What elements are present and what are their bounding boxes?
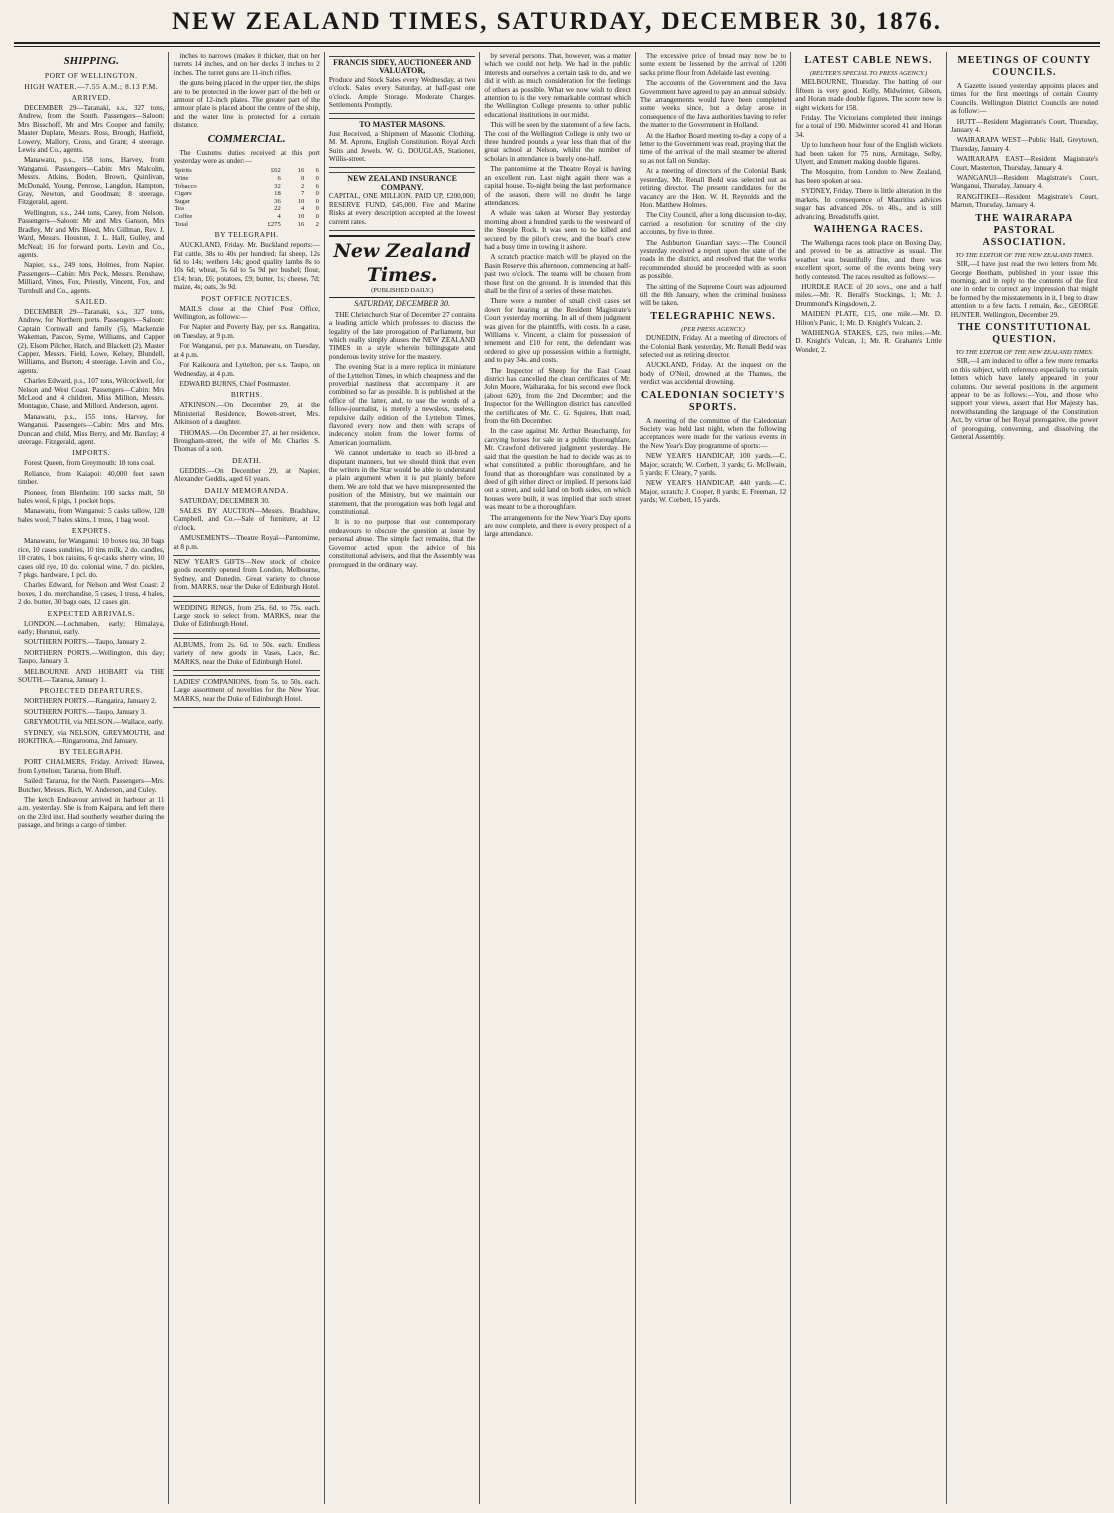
- section-heading: MEETINGS OF COUNTY COUNCILS.: [957, 55, 1092, 78]
- column-shipping: [14, 52, 169, 1504]
- column-councils: [947, 52, 1102, 1504]
- paragraph: SALES BY AUCTION—Messrs. Bradshaw, Campbell, and Co.—Sale of furniture, at 12 o'clock.: [173, 506, 320, 532]
- paragraph: For Napier and Poverty Bay, per s.s. Rangatira, on Tuesday, at 9 p.m.: [173, 323, 320, 340]
- paragraph: GREYMOUTH, via NELSON.—Wallace, early.: [24, 718, 164, 727]
- table-row: [173, 167, 319, 175]
- table-cell: Wine: [174, 175, 189, 183]
- paragraph: A Gazette issued yesterday appoints places and times for the first meetings of certain County Councils. Wellington District Councils are noted as follow:—: [950, 82, 1099, 116]
- table-cell: Spirits: [174, 167, 192, 175]
- paragraph: SIR,—I am induced to offer a few more remarks on this subject, with reference especially to certain letters which have lately appeared in your columns. Our several positions in the argument appear to be as follows:—You, and those who support your views, assert that Her Majesty has, notwithstanding the language of the Constitution Act, by virtue of her Royal prerogative, the power of proroguing, convening, and dissolving the General Assembly.: [950, 357, 1099, 441]
- sub-heading: (PER PRESS AGENCY.): [681, 325, 745, 333]
- paragraph: The City Council, after a long discussion to-day, carried a resolution for scrutiny of the city accounts, by five to three.: [639, 211, 787, 237]
- paragraph: THOMAS.—On December 27, at her residence, Brougham-street, the wife of Mr. Charles S. Thomas of a son.: [173, 428, 320, 454]
- table-row: [173, 221, 319, 229]
- sub-heading: ARRIVED.: [71, 93, 111, 102]
- table-row: [173, 183, 319, 191]
- paragraph: RANGITIKEI—Resident Magistrate's Court, Marton, Thursday, January 4.: [950, 192, 1099, 210]
- table-cell: 0: [315, 190, 319, 198]
- table-cell: 36: [274, 197, 281, 205]
- paragraph: A meeting of the committee of the Caledonian Society was held last night, when the following acceptances were made for the various events in the New Year's Day programme of sports:—: [639, 416, 787, 450]
- paragraph: Manawatu, p.s., 155 tons, Harvey, for Wanganui. Passengers—Cabin: Mrs and Mrs. Duncan and child, Miss Berry, and Mr. Barclay; 4 steerage. Fitzgerald, agent.: [18, 412, 165, 447]
- section-heading: COMMERCIAL.: [207, 132, 286, 145]
- table-row: [173, 198, 319, 206]
- paragraph: WAIHENGA STAKES, £25, two miles.—Mr. D. Knight's Vulcan, 1; Mr. R. Graham's Little Wonder, 2.: [795, 328, 942, 354]
- paragraph: For Wanganui, per p.s. Manawatu, on Tuesday, at 4 p.m.: [173, 342, 320, 359]
- masthead: [0, 8, 1114, 36]
- paragraph: Wellington, s.s., 244 tons, Carey, from Nelson. Passengers—Saloon: Mr and Mrs Ganson, Mrs Bradley, Mr and Mrs Bleed, Mrs Gillman, Rev. J. Ward, Messrs. Houston, J. L. Hall, Gulley, and McNeal; 16 for forward ports. Levin and Co., agents.: [18, 208, 165, 259]
- advertisement: [329, 172, 475, 230]
- paragraph: WAIRARAPA WEST—Public Hall, Greytown, Thursday, January 4.: [950, 136, 1099, 153]
- paragraph: The accounts of the Government and the Java Government have agreed to pay an annual subsidy. The arrangements would have been completed some weeks since, but a delay arose in consequence of the Java authorities having to refer the matter to the Government in Holland.: [639, 79, 787, 130]
- ad-text: NEW YEAR'S GIFTS—New stock of choice goods recently opened from London, Melbourne, Sydney, and Dunedin. Great variety to choose from. MARKS, near the Duke of Edinburgh Hotel.: [173, 558, 320, 592]
- section-heading: THE WAIRARAPA PASTORAL ASSOCIATION.: [975, 212, 1074, 248]
- paragraph: WANGANUI—Resident Magistrate's Court, Wanganui, Thursday, January 4.: [950, 174, 1099, 191]
- sub-heading: POST OFFICE NOTICES.: [201, 293, 293, 303]
- paragraph: SOUTHERN PORTS.—Taupo, January 2.: [24, 638, 147, 647]
- paragraph: SATURDAY, DECEMBER 30.: [179, 496, 270, 505]
- paragraph: WAIRARAPA EAST—Resident Magistrate's Court, Masterton, Thursday, January 4.: [950, 155, 1099, 172]
- paragraph: Charles Edward, for Nelson and West Coast: 2 boxes, 1 do. merchandise, 5 cases, 1 truss, 4 bales, 2 do. butter, 30 bags oats, 12 cases gin.: [18, 581, 165, 607]
- paragraph: The sitting of the Supreme Court was adjourned till the 8th January, when the criminal business will be taken.: [639, 282, 787, 308]
- paragraph: The ketch Endeavour arrived in harbour at 11 a.m. yesterday. She is from Kaipara, and left there on the 23rd inst. Had southerly weather during the passage, and brings a cargo of timber.: [18, 796, 165, 830]
- table-cell: 10: [297, 197, 305, 205]
- table-cell: 32: [274, 182, 281, 190]
- sub-heading: PORT OF WELLINGTON.: [44, 71, 138, 80]
- paragraph: PORT CHALMERS, Friday. Arrived: Hawea, from Lyttelton; Tararua, from Bluff.: [18, 758, 165, 775]
- paragraph: HURDLE RACE of 20 sovs., one and a half miles.—Mr. R. Berall's Stockings, 1; Mr. J. Drummond's Kingsdown, 2.: [795, 282, 942, 308]
- ad-text: Just Received, a Shipment of Masonic Clothing. M. M. Aprons, English Constitution. Royal Arch Suits and Jewels. W. G. DOUGLAS, Stationer, Willis-street.: [328, 129, 476, 164]
- paragraph: We cannot undertake to teach so ill-bred a disputant manners, but we should think that even the writers in the Star would be able to understand a plain argument when it is put plainly before them. We are told that we have misrepresented the position of the Ministry, but we maintain our statement, that the prorogation was both legal and constitutional.: [328, 449, 476, 517]
- table-row: [173, 175, 319, 183]
- sub-heading: TO THE EDITOR OF THE NEW ZEALAND TIMES.: [955, 348, 1094, 356]
- paragraph: DECEMBER 29—Taranaki, s.s., 327 tons, Andrew, from the South. Passengers—Saloon: Mrs Bisschoff, Mr and Mrs Cooper and family, Master Duplate, Messrs. Ross, Brough, Hatfield, Lowery, Mallory, Cross, and Grant; 4 steerage. Lewis and Co., agents.: [18, 104, 165, 155]
- table-cell: Sugar: [174, 197, 190, 205]
- paragraph: There were a number of small civil cases set down for hearing at the Resident Magistrate's Court yesterday morning. In all of them judgment was given for the plaintiffs, with costs. In a case, Williams v. Vincent, a claim for possession of tenement and £10 for rent, the defendant was ordered to give up possession within a fortnight, and to pay 34s. and costs.: [484, 297, 631, 365]
- section-heading: WAIHENGA RACES.: [813, 223, 924, 235]
- sub-heading: BY TELEGRAPH.: [59, 747, 124, 757]
- column-editorial: [325, 52, 480, 1504]
- table-cell: 16: [297, 220, 305, 228]
- advertisement: [173, 638, 319, 671]
- ad-text: WEDDING RINGS, from 25s. 6d. to 75s. each. Large stock to select from. MARKS, near the Duke of Edinburgh Hotel.: [173, 603, 320, 629]
- section-heading: TELEGRAPHIC NEWS.: [650, 310, 776, 322]
- paragraph: SOUTHERN PORTS.—Taupo, January 3.: [24, 707, 147, 716]
- ad-text: LADIES' COMPANIONS, from 5s. to 50s. each. Large assortment of novelties for the New Year. MARKS, near the Duke of Edinburgh Hotel.: [173, 678, 320, 703]
- section-heading: CALEDONIAN SOCIETY'S SPORTS.: [640, 389, 786, 413]
- ad-text: ALBUMS, from 2s. 6d. to 50s. each. Endless variety of new goods in Vases, Lace, &c. MARKS, near the Duke of Edinburgh Hotel.: [173, 640, 320, 666]
- paragraph: GEDDIS.—On December 29, at Napier, Alexander Geddis, aged 61 years.: [173, 466, 320, 484]
- paragraph: The Inspector of Sheep for the East Coast district has cancelled the clean certificates of Mr. John Moore, Waiharaka, for his second ewe flock (about 620), from the 2nd December; and the Inspector for the Wellington district has cancelled the certificates of Mr. C. G. Squires, Hutt road, from the 6th December.: [484, 366, 631, 426]
- table-cell: 6: [315, 167, 319, 175]
- paragraph: AMUSEMENTS—Theatre Royal—Pantomime, at 8 p.m.: [173, 534, 320, 551]
- masthead-rule-thin: [14, 46, 1100, 47]
- table-cell: 10: [297, 213, 305, 221]
- paragraph: A scratch practice match will be played on the Basin Reserve this afternoon, commencing at half-past two o'clock. The teams will be chosen from those first on the ground. It is intended that this shall be the first of a series of these matches.: [484, 253, 631, 295]
- paragraph: Napier, s.s., 249 tons, Holmes, from Napier. Passengers—Cabin: Mrs Peck, Messrs. Renshaw, Milliard, Vines, Fox, Priestly, Vincent, Fox, and Turnbull and Co., agents.: [18, 261, 165, 295]
- advertisement: [173, 675, 319, 708]
- paragraph: The Waihenga races took place on Boxing Day, and proved to be as attractive as usual. The weather was beautifully fine, and there was excellent sport, some of the events being very hotly contested. The races resulted as follows:—: [795, 238, 942, 281]
- paragraph: MELBOURNE AND HOBART via THE SOUTH.—Tararua, January 1.: [18, 667, 165, 684]
- paragraph: The pantomime at the Theatre Royal is having an excellent run. Last night again there was a capital house. To-night being the last performance of the season, there will no doubt be large attendances.: [484, 165, 631, 207]
- section-heading: THE CONSTITUTIONAL QUESTION.: [957, 321, 1092, 345]
- paragraph: THE Christchurch Star of December 27 contains a leading article which professes to discuss the legality of the late prorogation of Parliament, but which really simply abuses the NEW ZEALAND TIMES in a style wherein billingsgate and ponderous levity strive for the mastery.: [328, 310, 476, 361]
- sub-heading: EXPORTS.: [71, 526, 111, 536]
- advertisement: [173, 555, 319, 597]
- paragraph: This will be seen by the statement of a few facts. The cost of the Wellington College is only two or three hundred pounds a year less than that of the great school at Nelson, whilst the number of scholars in attendance is barely one-half.: [484, 121, 631, 163]
- paragraph: Reliance, from Kaiapoi: 40,000 feet sawn timber.: [18, 469, 165, 487]
- paragraph: In the case against Mr. Arthur Beauchamp, for carrying horses for sale in a public thoroughfare, Mr. Crawford delivered judgment yesterday. He said that the question he had to decide was as to what constituted a public thoroughfare, and he found that as thoroughfare was constituted by a deed of gift either direct or implied. If persons laid out a street, and sold land on both sides, on which houses were built, it was implied that such street was meant to be a thoroughfare.: [484, 427, 631, 512]
- paragraph: The evening Star is a mere replica in miniature of the Lyttelton Times, in which cheapness and the proverbial nastiness that accompany it are combined so far as possible. It is published at the office of the latter, and, to use the words of a fellow-journalist, is merely a newsless, useless, repulsive daily edition of the Lyttelton Times, flavored every now and then with scraps of indecency stolen from the lower forms of American journalism.: [328, 363, 476, 447]
- table-cell: 0: [315, 205, 319, 213]
- table-cell: Tea: [174, 205, 184, 213]
- sub-heading: BIRTHS.: [230, 390, 263, 400]
- sub-heading: DEATH.: [231, 455, 262, 465]
- ad-text: Produce and Stock Sales every Wednesday, at two o'clock. Sales every Saturday, at half-past one o'clock. Ample Storage. Moderate Charges. Settlements Promptly.: [328, 75, 476, 110]
- sub-heading: EXPECTED ARRIVALS.: [47, 608, 135, 618]
- paragraph: Up to luncheon hour four of the English wickets had been taken for 75 runs, Armitage, Selby, Ulyett, and Emmett making double figures.: [795, 141, 942, 167]
- paragraph: Manawatu, p.s., 158 tons, Harvey, from Wanganui. Passengers—Cabin: Mrs Malcolm, Messrs. Atkins, Boden, Brown, Quinlivan, McDonald, Young, Penrose, Langdon, Hampton, Gray, Newton, and Goodman; 8 steerage. Fitzgerald, agent.: [18, 156, 165, 207]
- paragraph: MELBOURNE, Thursday. The batting of our fifteen is very good. Kelly, Midwinter, Gibson, and Horan made double figures. The score now is eight wickets for 158.: [795, 78, 942, 112]
- paragraph: by several persons. That, however, was a matter which we could not help. We had in the public interests and ourselves a certain task to do, and we did it with as much consideration for the feelings of others as possible. What we now wish to direct attention to is the very remarkable contrast which the Wellington College presents to other public educational institutions in our midst.: [484, 52, 631, 119]
- table-cell: 6: [277, 175, 281, 183]
- paper-nameplate: [329, 235, 475, 298]
- paragraph: It is to no purpose that our contemporary endeavours to obscure the question at issue by personal abuse. The simple fact remains, that the Governor acted upon the advice of his constitutional advisers, and that the Assembly was prorogued in the ordinary way.: [328, 518, 476, 569]
- paragraph: NEW YEAR'S HANDICAP, 100 yards.—C. Major, scratch; W. Corbett, 3 yards; G. McIlwain, 5 yards; F. Cleary, 7 yards.: [639, 452, 787, 478]
- paragraph: The Ashburton Guardian says:—The Council yesterday received a report upon the state of the roads in the district, and resolved that the works recommended should be proceeded with as soon as possible.: [639, 238, 787, 281]
- paragraph: Manawatu, for Wanganui: 10 boxes tea, 30 bags rice, 10 cases sundries, 10 tins milk, 2 do. candles, 18 crates, 1 box raisins, 6 qr-casks sherry wine, 10 cases old rye, 10 do. colonial wine, 7 do. pickles, 7 pkgs. hardware, 1 pcl. do.: [18, 537, 165, 579]
- paragraph: Friday. The Victorians completed their innings for a total of 190. Midwinter scored 41 and Horan 34.: [795, 114, 942, 139]
- table-cell: 0: [301, 175, 305, 183]
- table-cell: 16: [297, 167, 305, 175]
- table-cell: 22: [274, 205, 281, 213]
- paragraph: SYDNEY, via NELSON, GREYMOUTH, and HOKITIKA.—Ringarooma, 2nd January.: [18, 728, 165, 745]
- page-title: NEW ZEALAND TIMES, SATURDAY, DECEMBER 30, 1876.: [171, 8, 943, 35]
- paragraph: Sailed: Tararua, for the North. Passengers—Mrs. Butcher, Messrs. Rich, W. Anderson, and Culey.: [18, 777, 165, 794]
- sub-heading: SAILED.: [75, 296, 108, 306]
- table-row: [173, 213, 319, 221]
- sub-heading: BY TELEGRAPH.: [214, 230, 279, 240]
- table-cell: Total: [174, 220, 188, 228]
- paragraph: At a meeting of directors of the Colonial Bank yesterday, Mr. Renall Bedd was selected out as retiring director. The present candidates for the vacancy are the Hon. W. H. Reynolds and the Hon. Matthew Holmes.: [639, 167, 787, 209]
- paragraph: DUNEDIN, Friday. At a meeting of directors of the Colonial Bank yesterday, Mr. Renall Bedd was selected out as retiring director.: [639, 334, 787, 359]
- paragraph: inches to narrows (makes it thicker, that on her turrets 14 inches, and on her decks 3 inches to 2 inches. The turret guns are 11-inch rifles.: [173, 52, 320, 77]
- paragraph: For Kaikoura and Lyttelton, per s.s. Taupo, on Wednesday, at 4 p.m.: [173, 361, 320, 378]
- table-cell: 0: [315, 213, 319, 221]
- table-cell: 18: [274, 190, 281, 198]
- advertisement: [173, 601, 319, 634]
- table-row: [173, 190, 319, 198]
- advertisement: [329, 118, 475, 168]
- paragraph: NORTHERN PORTS.—Wellington, this day; Taupo, January 3.: [18, 648, 165, 666]
- sub-heading: HIGH WATER.—7.55 A.M.; 8.13 P.M.: [24, 82, 159, 91]
- table-cell: 0: [315, 175, 319, 183]
- editorial-date: SATURDAY, DECEMBER 30.: [354, 299, 451, 309]
- paragraph: MAIDEN PLATE, £15, one mile.—Mr. D. Hilton's Panic, 1; Mr. D. Knight's Vulcan, 2.: [795, 310, 942, 327]
- paragraph: At the Harbor Board meeting to-day a copy of a letter to the Government was read, praying that the time of the arrival of the mail steamer be altered so as not fall on Sunday.: [639, 131, 787, 165]
- sub-heading: PROJECTED DEPARTURES.: [39, 686, 143, 696]
- paragraph: Forest Queen, from Greymouth: 18 tons coal.: [24, 459, 155, 468]
- table-cell: 4: [277, 213, 281, 221]
- table-cell: 7: [301, 190, 305, 198]
- paragraph: AUCKLAND, Friday. At the inquest on the body of O'Neil, drowned at the Thames, the verdict was accidental drowning.: [639, 361, 787, 387]
- table-cell: Tobacco: [174, 182, 197, 190]
- paragraph: ATKINSON.—On December 29, at the Ministerial Residence, Bowen-street, Mrs. Atkinson of a daughter.: [173, 401, 320, 427]
- paragraph: The Mosquito, from London to New Zealand, has been spoken at sea.: [795, 168, 942, 185]
- sub-heading: (REUTER'S SPECIAL TO PRESS AGENCY.): [809, 70, 928, 77]
- duties-table: [173, 167, 319, 228]
- paper-title: New Zealand Times.: [333, 239, 471, 286]
- sub-heading: IMPORTS.: [72, 448, 111, 458]
- paragraph: SYDNEY, Friday. There is little alteration in the markets. In consequence of Mauritius advices sugar has advanced 20s. to 40s., and is still advancing. Breadstuffs quiet.: [795, 187, 942, 221]
- table-cell: Cigars: [174, 190, 192, 198]
- paragraph: HUTT—Resident Magistrate's Court, Thursday, January 4.: [950, 117, 1099, 135]
- masthead-rule: [14, 42, 1100, 44]
- paragraph: The arrangements for the New Year's Day sports are now complete, and there is every prospect of a large attendance.: [484, 513, 631, 539]
- sub-heading: TO THE EDITOR OF THE NEW ZEALAND TIMES.: [955, 251, 1094, 259]
- ad-text: CAPITAL, ONE MILLION. PAID UP, £200,000; RESERVE FUND, £45,000. Fire and Marine Risks at every description accepted at the lowest current rates.: [328, 192, 476, 226]
- table-cell: Coffee: [174, 213, 193, 221]
- sub-heading: DAILY MEMORANDA.: [204, 485, 289, 495]
- section-heading: LATEST CABLE NEWS.: [804, 55, 933, 66]
- table-row: [173, 205, 319, 213]
- ad-heading: FRANCIS SIDEY, AUCTIONEER AND VALUATOR,: [333, 58, 472, 76]
- paragraph: EDWARD BURNS, Chief Postmaster.: [179, 379, 291, 388]
- advertisement: [329, 56, 475, 114]
- table-cell: 4: [301, 205, 305, 213]
- table-cell: 2: [315, 220, 319, 228]
- paragraph: Charles Edward, p.s., 107 tons, Wilcockwell, for Nelson and West Coast. Passengers—Cabin: Mrs McLeod and 4 children, Miss Millton, Messrs. Montague, Chase, and Millord. Anderson, agent.: [18, 377, 165, 411]
- paragraph: the guns being placed in the upper tier, the ships are to be protected in the lower part of the belt or armour of 12-inch plates. The greater part of the armour plate is placed about the centre of the ship, and the water line is protected for a certain distance.: [173, 79, 320, 130]
- ad-heading: TO MASTER MASONS.: [359, 120, 446, 130]
- ad-heading: NEW ZEALAND INSURANCE COMPANY.: [347, 174, 457, 192]
- table-cell: £62: [270, 167, 281, 175]
- column-local-news: [480, 52, 635, 1504]
- column-commercial: [169, 52, 324, 1504]
- column-telegraphic: [636, 52, 791, 1504]
- paragraph: SIR,—I have just read the two letters from Mr. George Beetham, published in your issue this morning, and in reply to the contents of the first one in order to correct any impression that might be formed by the misstatements in it, I beg to draw attention to a few facts. I remain, &c., GEORGE HUNTER. Wellington, December 29.: [950, 260, 1099, 319]
- table-cell: 6: [315, 182, 319, 190]
- paragraph: The Customs duties received at this port yesterday were as under:—: [173, 148, 320, 166]
- columns: [14, 52, 1102, 1504]
- column-cable-news: [791, 52, 946, 1504]
- paragraph: The excessive price of bread may now be to some extent be lessened by the arrival of 1200 sacks prime flour from Adelaide last evening.: [639, 52, 787, 77]
- paragraph: LONDON.—Lochmaben, early; Himalaya, early; Hurunui, early.: [18, 619, 165, 636]
- paragraph: Pioneer, from Blenheim: 100 sacks malt, 50 bales wool, 6 pigs, 1 pocket hops.: [18, 488, 165, 506]
- table-cell: £275: [267, 220, 281, 228]
- section-heading: SHIPPING.: [63, 55, 119, 67]
- paragraph: MAILS close at the Chief Post Office, Wellington, as follows:—: [173, 304, 320, 322]
- paper-subtitle: (PUBLISHED DAILY.): [371, 286, 434, 294]
- paragraph: NORTHERN PORTS.—Rangatira, January 2.: [24, 697, 157, 706]
- paragraph: AUCKLAND, Friday. Mr. Buckland reports:—Fat cattle, 38s to 40s per hundred; fat sheep, 12s 6d to 14s; wethers 14s; good quality lambs 8s to 10s 6d; wheat, 5s 6d to 5s 9d per bushel; flour, £14; bran, £6; potatoes, £9; butter, 1s; cheese, 7d; maize, 4s; oats, 3s 9d.: [173, 241, 320, 292]
- paragraph: DECEMBER 29—Taranaki, s.s., 327 tons, Andrew, for Northern ports. Passengers—Saloon: Captain Cornwall and family (5), Mackenzie Wakeman, Pascoe, Syme, Williams, and Capper (2), Elsom Pilcher, Hatch, and Blackett (2). Master Capper, Messrs. Field, Lowe, Kelsey, Blundell, Williams, and Burton; 4 steerage. Levin and Co., agents.: [18, 307, 165, 375]
- paragraph: A whale was taken at Worser Bay yesterday morning about a hundred yards to the westward of the Steeple Rock. It was seen to be killed and secured by the pilot's crew, and the boat's crew had a busy time in towing it ashore.: [484, 209, 631, 251]
- table-cell: 0: [315, 197, 319, 205]
- table-cell: 2: [301, 182, 305, 190]
- paragraph: NEW YEAR'S HANDICAP, 440 yards.—C. Major, scratch; J. Cooper, 8 yards; E. Freeman, 12 yards; W. Corbett, 15 yards.: [639, 479, 787, 505]
- paragraph: Manawatu, from Wanganui: 5 casks tallow, 128 bales wool, 7 bales skins, 1 truss, 1 bag wool.: [18, 507, 165, 524]
